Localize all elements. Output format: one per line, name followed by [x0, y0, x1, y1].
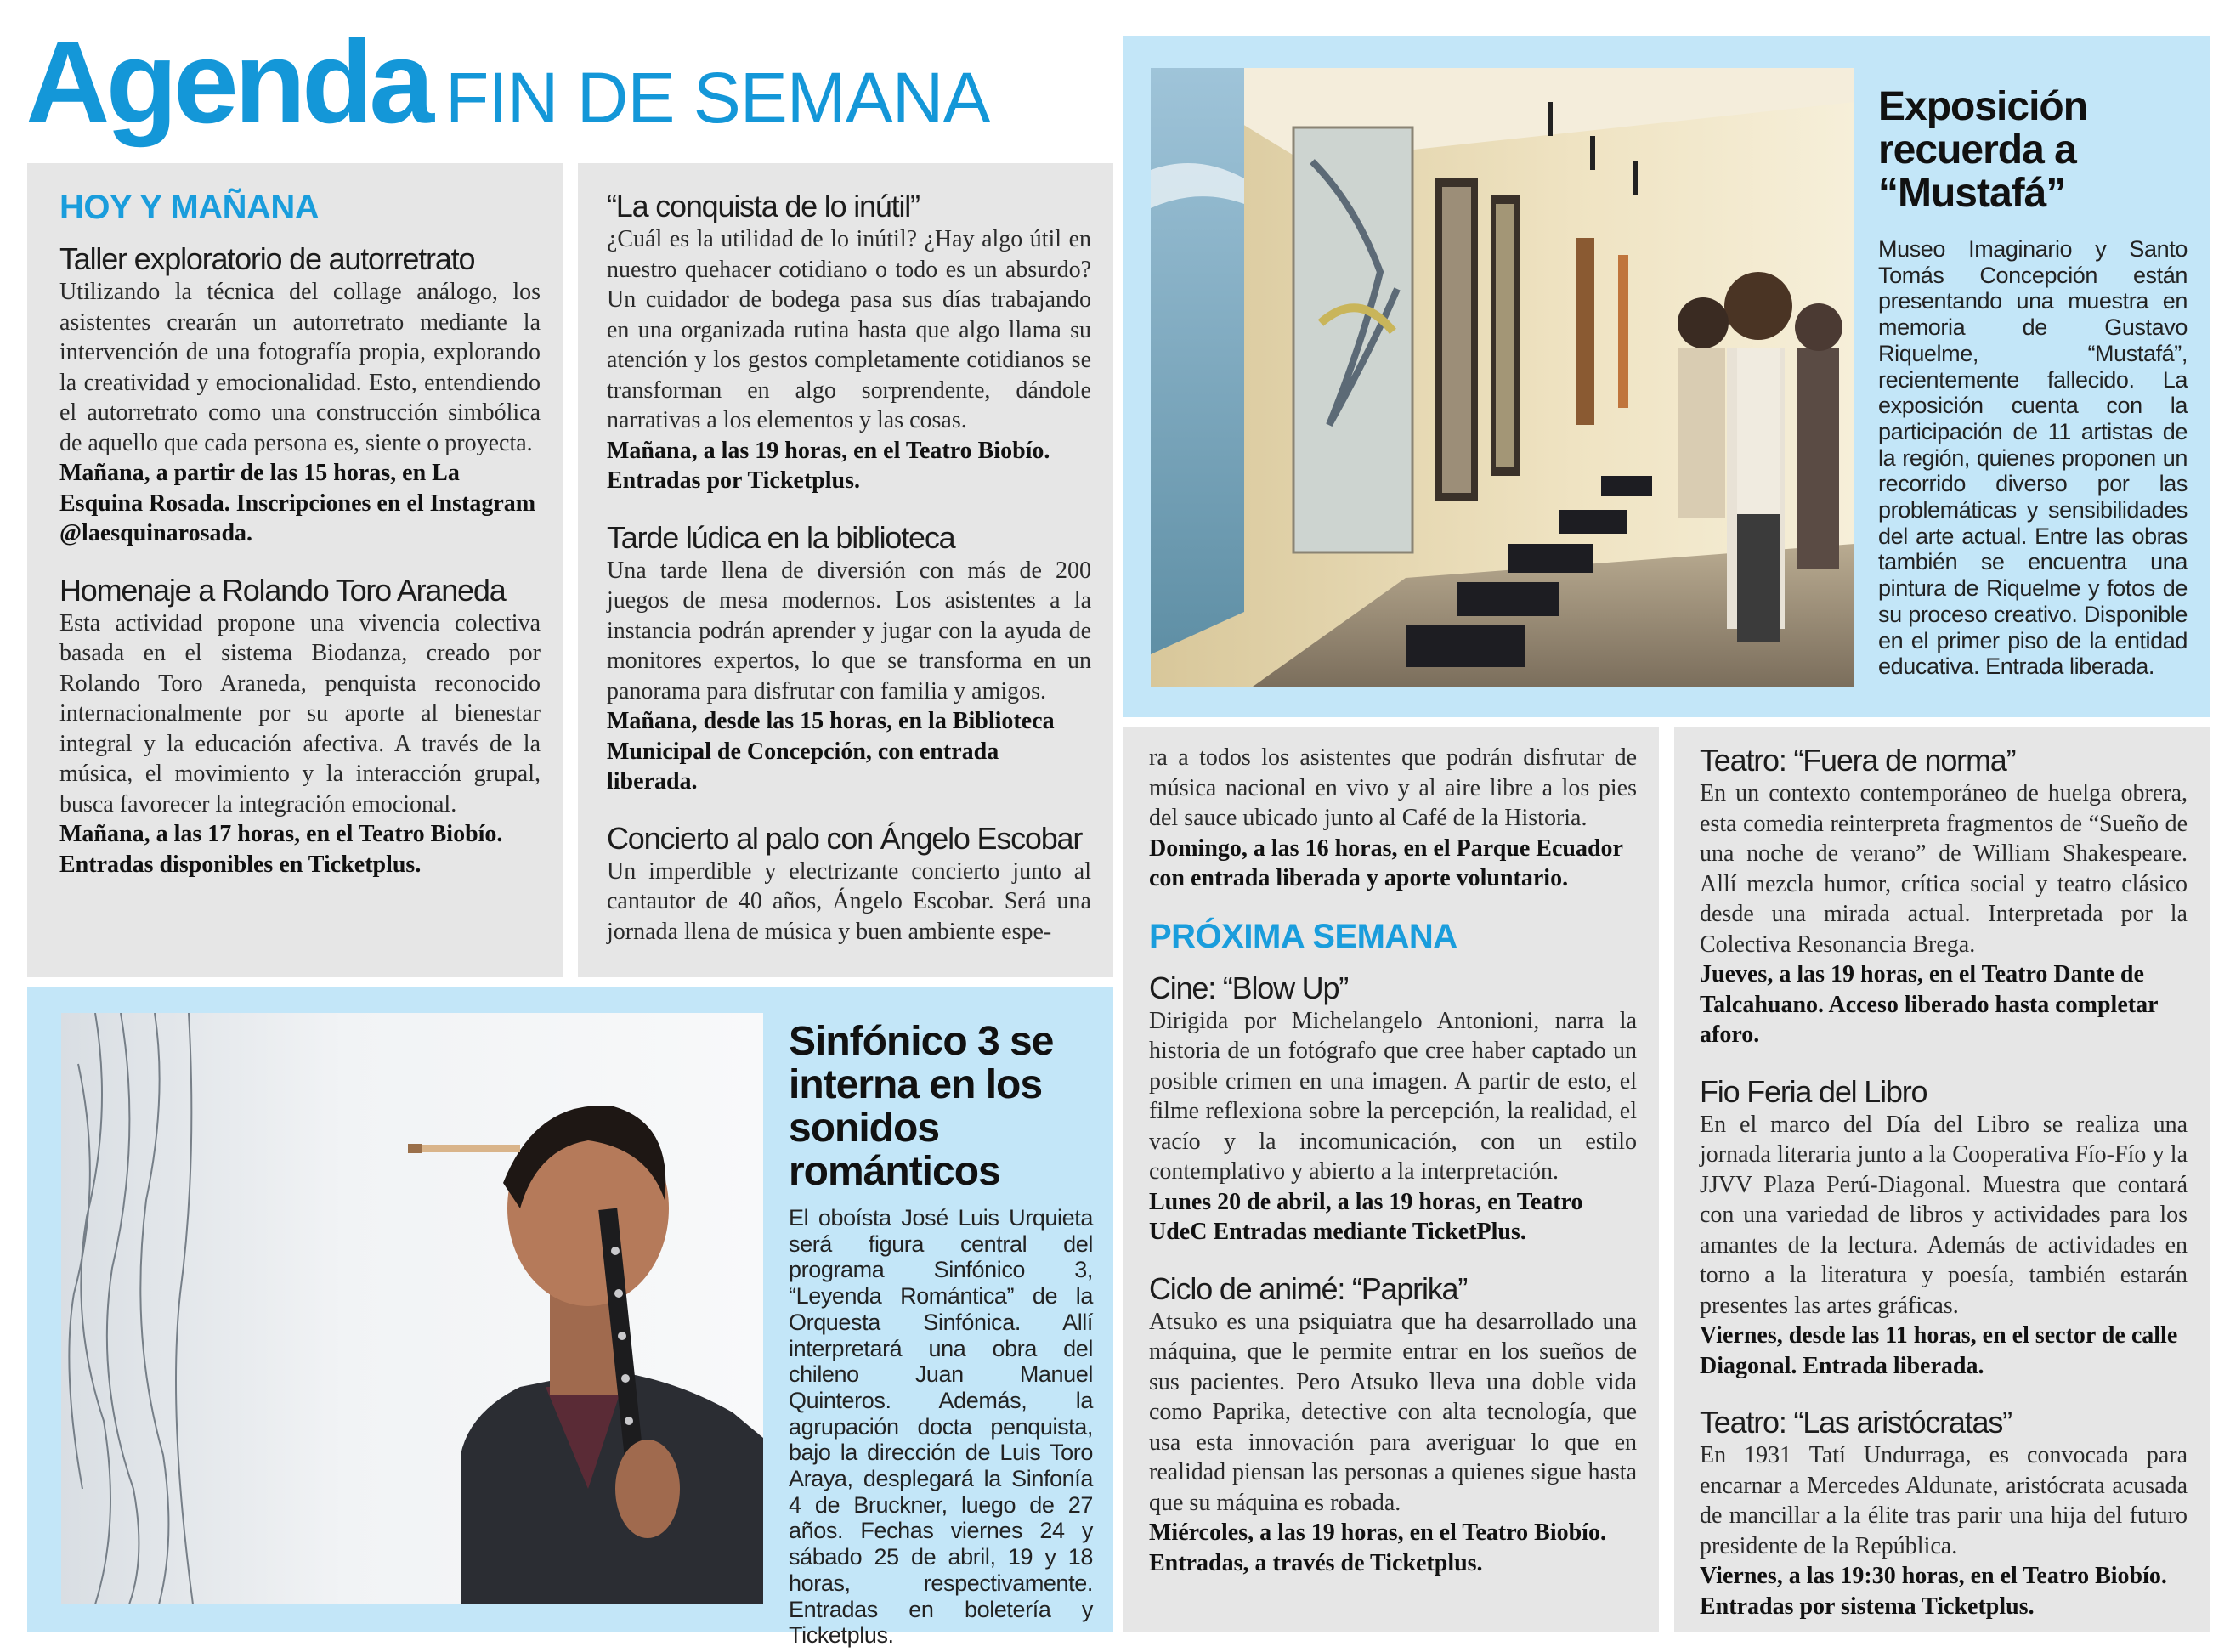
event-info: Viernes, a las 19:30 horas, en el Teatro Biobío. Entradas por sistema Ticketplus.: [1700, 1563, 2167, 1620]
event-info: Mañana, a las 19 horas, en el Teatro Biobío. Entradas por Ticketplus.: [607, 437, 1050, 494]
masthead-title: Agenda: [25, 17, 431, 148]
event-theater-fuera-de-norma: [1700, 743, 2188, 1050]
event-theater-aristocrats: [1700, 1405, 2188, 1621]
symphonic-body: El oboísta José Luis Urquieta será figura central del programa Sinfónico 3, “Leyenda Romántica” de la Orquesta Sinfónica. Allí interpretará una obra del chileno Juan Manuel Quinteros. Además, la agrupación docta penquista, bajo la dirección de Luis Toro Araya, desplegará la Sinfonía 4 de Bruckner, luego de 27 años. Fechas viernes 24 y sábado 25 de abril, 19 y 18 horas, respectivamente. Entradas en boletería y Ticketplus.: [789, 1205, 1093, 1649]
masthead-subtitle: FIN DE SEMANA: [445, 58, 990, 138]
event-title: Teatro: “Fuera de norma”: [1700, 743, 2016, 778]
event-body: Esta actividad propone una vivencia colectiva basada en el sistema Biodanza, creado por Rolando Toro Araneda, penquista reconocido internacionalmente por su aporte al bienestar integral y la educación afectiva. A través de la música, el movimiento y la interacción grupal, busca favorecer la integración emocional.: [59, 609, 541, 818]
column-today: [27, 163, 563, 977]
event-body: Dirigida por Michelangelo Antonioni, narra la historia de un fotógrafo que cree haber captado un posible crimen en una imagen. A partir de esto, el filme reflexiona sobre la percepción, la realidad, el vacío y la incomunicación, con un estilo contemplativo y abierto a la interpretación.: [1149, 1007, 1637, 1185]
event-body: Una tarde llena de diversión con más de 200 juegos de mesa modernos. Los asistentes a la instancia podrán aprender y jugar con la ayuda de monitores expertos, lo que se transforma en un panorama para disfrutar con familia y amigos.: [607, 557, 1091, 704]
event-title: Homenaje a Rolando Toro Araneda: [59, 572, 506, 608]
event-body: Utilizando la técnica del collage análogo, los asistentes crearán un autorretrato mediante la intervención de una fotografía propia, explorando la creatividad y emocionalidad. Esto, entendiendo el autorretrato como una construcción simbólica de aquello que cada persona es, siente o proyecta.: [59, 279, 541, 456]
event-body-continued: ra a todos los asistentes que podrán disfrutar de música nacional en vivo y al aire libre a los pies del sauce ubicado junto al Café de la Historia.: [1149, 744, 1637, 831]
event-title: Concierto al palo con Ángelo Escobar: [607, 820, 1083, 856]
exhibition-title-line: recuerda a: [1878, 127, 2076, 173]
event-concert-angelo-escobar: [607, 821, 1091, 948]
exhibition-title-line: “Mustafá”: [1878, 171, 2066, 216]
event-body: En un contexto contemporáneo de huelga obrera, esta comedia reinterpreta fragmentos de “Sueño de una noche de verano” de William Shakespeare. Allí mezcla humor, crítica social y teatro clásico desde una mirada actual. Interpretada por la Colectiva Resonancia Brega.: [1700, 780, 2188, 958]
event-info: Miércoles, a las 19 horas, en el Teatro Biobío. Entradas, a través de Ticketplus.: [1149, 1519, 1606, 1576]
masthead: [25, 17, 1113, 151]
event-body: Un imperdible y electrizante concierto junto al cantautor de 40 años, Ángelo Escobar. Será una jornada llena de música y buen ambiente espe-: [607, 857, 1091, 945]
column-next-week: [1123, 727, 1659, 1632]
event-info: Jueves, a las 19 horas, en el Teatro Dante de Talcahuano. Acceso liberado hasta completar aforo.: [1700, 961, 2159, 1048]
section-heading-today: HOY Y MAÑANA: [59, 189, 320, 226]
event-info: Mañana, a las 17 horas, en el Teatro Biobío. Entradas disponibles en Ticketplus.: [59, 821, 503, 878]
event-cinema-blow-up: [1149, 970, 1637, 1247]
event-title: Ciclo de animé: “Paprika”: [1149, 1270, 1468, 1306]
symphonic-feature: [27, 987, 1113, 1649]
event-title: Tarde lúdica en la biblioteca: [607, 519, 955, 555]
gallery-photo: [1151, 68, 1854, 687]
event-info: Mañana, desde las 15 horas, en la Biblioteca Municipal de Concepción, con entrada liberada.: [607, 708, 1055, 795]
exhibition-body: Museo Imaginario y Santo Tomás Concepción están presentando una muestra en memoria de Gustavo Riquelme, “Mustafá”, recientemente fallecido. La exposición cuenta con la participación de 11 artistas de la región, quienes proponen un recorrido diverso por las problemáticas y sensibilidades del arte actual. Entre las obras también se encuentra una pintura de Riquelme y fotos de su proceso creativo. Disponible en el primer piso de la entidad educativa. Entrada liberada.: [1878, 236, 2188, 680]
symphonic-title-line: interna en los: [789, 1062, 1043, 1107]
event-title: Teatro: “Las aristócratas”: [1700, 1405, 2012, 1440]
event-info: Viernes, desde las 11 horas, en el sector de calle Diagonal. Entrada liberada.: [1700, 1322, 2178, 1379]
event-anime-paprika: [1149, 1271, 1637, 1579]
event-body: En el marco del Día del Libro se realiza una jornada literaria junto a la Cooperativa Fío-Fío y la JJVV Plaza Perú-Diagonal. Muestra que contará con una variedad de libros y actividades para los amantes de la lectura. Además de actividades en torno a la literatura y poesía, también estarán presentes las artes gráficas.: [1700, 1111, 2188, 1319]
event-book-fair: [1700, 1074, 2188, 1382]
event-title: Taller exploratorio de autorretrato: [59, 241, 475, 276]
exhibition-title: [1878, 85, 2193, 215]
symphonic-title-line: románticos: [789, 1149, 1000, 1194]
event-title: “La conquista de lo inútil”: [607, 189, 920, 223]
event-body: ¿Cuál es la utilidad de lo inútil? ¿Hay algo útil en nuestro quehacer cotidiano o todo es un absurdo? Un cuidador de bodega pasa sus días trabajando en una organizada rutina hasta que algo llama su atención y los gestos completamente cotidianos se transforman en algo sorprendente, dándole narrativas a los elementos y las cosas.: [607, 226, 1091, 433]
event-title: Fio Feria del Libro: [1700, 1073, 1927, 1109]
column-middle: [578, 163, 1113, 977]
event-info: Domingo, a las 16 horas, en el Parque Ecuador con entrada liberada y aporte voluntario.: [1149, 834, 1623, 891]
event-title: Cine: “Blow Up”: [1149, 970, 1349, 1005]
event-tribute-rolando-toro: [59, 573, 541, 880]
event-concert-continued: [1149, 743, 1637, 894]
event-self-portrait-workshop: [59, 241, 541, 549]
event-body: En 1931 Tatí Undurraga, es convocada para encarnar a Mercedes Aldunate, aristócrata acusada de mancillar a la élite tras parir una hija del futuro presidente de la República.: [1700, 1442, 2188, 1559]
symphonic-title-line: sonidos: [789, 1106, 940, 1151]
exhibition-feature: [1123, 36, 2210, 717]
symphonic-title-line: Sinfónico 3 se: [789, 1019, 1054, 1064]
event-info: Mañana, a partir de las 15 horas, en La Esquina Rosada. Inscripciones en el Instagram @laesquinarosada.: [59, 460, 536, 546]
event-ludic-afternoon: [607, 520, 1091, 797]
event-info: Lunes 20 de abril, a las 19 horas, en Teatro UdeC Entradas mediante TicketPlus.: [1149, 1188, 1583, 1245]
oboist-photo: [61, 1013, 763, 1604]
column-right: [1674, 727, 2210, 1632]
section-heading-next-week: PRÓXIMA SEMANA: [1149, 917, 1457, 955]
symphonic-title: [789, 1020, 1095, 1193]
event-body: Atsuko es una psiquiatra que ha desarrollado una máquina, que le permite entrar en los sueños de sus pacientes. Pero Atsuko lleva una doble vida como Paprika, detective con alta tecnología, que usa esta innovación para averiguar lo que en realidad piensan las personas a quienes sigue hasta que su máquina es robada.: [1149, 1308, 1637, 1516]
exhibition-title-line: Exposición: [1878, 84, 2088, 129]
event-conquest-of-useless: [607, 189, 1091, 496]
